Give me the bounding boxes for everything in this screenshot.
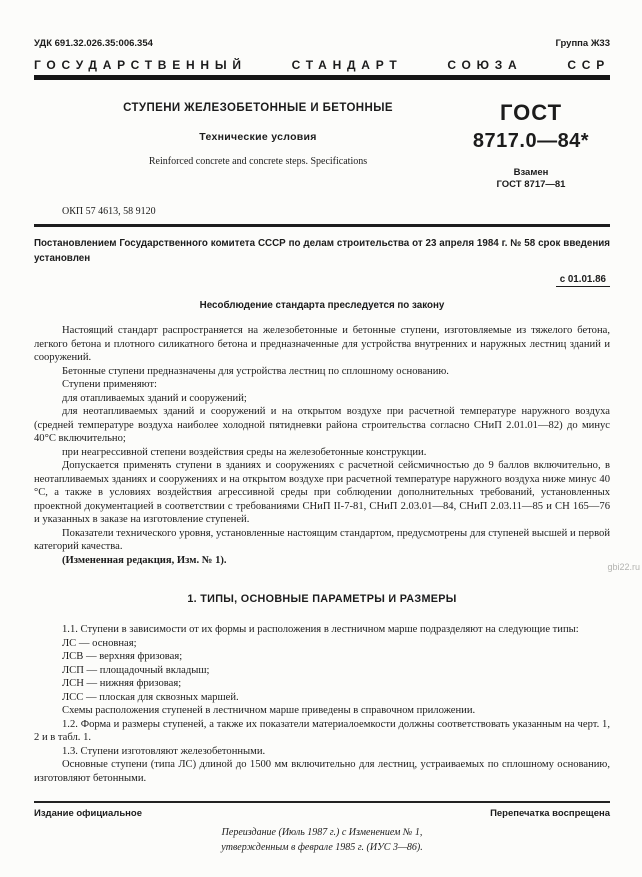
- document-title-ru: СТУПЕНИ ЖЕЛЕЗОБЕТОННЫЕ И БЕТОННЫЕ: [123, 102, 393, 114]
- reprint-prohibited-label: Перепечатка воспрещена: [490, 808, 610, 820]
- list-item: ЛСС — плоская для сквозных маршей.: [62, 691, 239, 703]
- okp-codes: ОКП 57 4613, 58 9120: [62, 205, 156, 217]
- site-watermark: gbi22.ru: [607, 562, 640, 572]
- page-content: [34, 38, 610, 855]
- replaces-number: ГОСТ 8717—81: [496, 179, 566, 191]
- state-standard-header: ГОСУДАРСТВЕННЫЙ СТАНДАРТ СОЮЗА ССР: [34, 58, 610, 72]
- effective-date: с 01.01.86: [556, 274, 610, 287]
- intro-section: [34, 324, 610, 567]
- paragraph: 1.1. Ступени в зависимости от их формы и расположения в лестничном марше подразделяют на следующие типы:: [62, 624, 579, 636]
- paragraph: при неагрессивной степени воздействия среды на железобетонные конструкции.: [62, 446, 427, 458]
- list-item: ЛС — основная;: [62, 637, 137, 649]
- header-rule: [34, 75, 610, 80]
- decree-paragraph: Постановлением Государственного комитета СССР по делам строительства от 23 апреля 1984 г. № 58 срок введения установлен: [34, 237, 610, 264]
- list-item: ЛСП — площадочный вкладыш;: [62, 664, 210, 676]
- gost-number-block: [452, 102, 610, 192]
- section1-heading: 1. ТИПЫ, ОСНОВНЫЕ ПАРАМЕТРЫ И РАЗМЕРЫ: [187, 593, 457, 606]
- replaces-label: Взамен: [513, 167, 549, 178]
- list-item: ЛСН — нижняя фризовая;: [62, 678, 182, 690]
- footer-rule: [34, 801, 610, 803]
- paragraph: для неотапливаемых зданий и сооружений и на открытом воздухе при расчетной температуре наружного воздуха (средней температуре воздуха наиболее холодной пятидневки района строительства согласно СНиП 2.01.01—82) до минус 40°С включительно;: [34, 406, 610, 445]
- document-subtitle-ru: Технические условия: [199, 131, 317, 143]
- footer-row: [34, 808, 610, 819]
- paragraph: Показатели технического уровня, установленные настоящим стандартом, предусмотрены для ступеней высшей и первой категорий качества.: [34, 527, 610, 553]
- document-title-en: Reinforced concrete and concrete steps. Specifications: [148, 156, 368, 167]
- paragraph: Бетонные ступени предназначены для устройства лестниц по сплошному основанию.: [62, 365, 449, 377]
- separator-rule: [34, 224, 610, 227]
- amendment-note: (Измененная редакция, Изм. № 1).: [62, 554, 227, 566]
- section1-body: [34, 623, 610, 785]
- udk-code: УДК 691.32.026.35:006.354: [34, 38, 153, 49]
- paragraph: 1.2. Форма и размеры ступеней, а также их показатели материалоемкости должны соответствовать указанным на черт. 1, 2 и в табл. 1.: [34, 718, 610, 744]
- paragraph: Ступени применяют:: [62, 379, 158, 391]
- paragraph: Основные ступени (типа ЛС) длиной до 1500 мм включительно для лестниц, устраиваемых по сплошному основанию, изготовляют бетонными.: [34, 759, 610, 784]
- paragraph: Допускается применять ступени в зданиях и сооружениях с расчетной сейсмичностью до 9 баллов включительно, в неотапливаемых зданиях и сооружениях и на открытом воздухе при расчетной температуре наружного воздуха ниже минус 40 °С, а также в условиях воздействия агрессивной среды при соблюдении дополнительных требований, установленных проектной документацией в соответствии с требованиями СНиП II-7-81, СНиП 2.03.01—84, СНиП 2.03.11—85 и СН 165—76 и указанных в заказе на изготовление ступеней.: [34, 460, 610, 526]
- effective-date-row: [34, 269, 610, 287]
- reissue-note: [34, 825, 610, 855]
- paragraph: для отапливаемых зданий и сооружений;: [62, 392, 247, 404]
- official-edition-label: Издание официальное: [34, 808, 142, 820]
- gost-number: 8717.0—84*: [472, 130, 590, 152]
- paragraph: Схемы расположения ступеней в лестничном марше приведены в справочном приложении.: [62, 705, 476, 717]
- title-block: [34, 102, 610, 192]
- gost-label: ГОСТ: [499, 100, 563, 125]
- title-left-column: [34, 102, 452, 192]
- paragraph: Настоящий стандарт распространяется на железобетонные и бетонные ступени, изготовляемые из тяжелого бетона, легкого бетона и плотного силикатного бетона и предназначенные для устройства внутренних и наружных лестниц зданий и сооружений.: [34, 325, 610, 364]
- list-item: ЛСВ — верхняя фризовая;: [62, 651, 183, 663]
- paragraph: 1.3. Ступени изготовляют железобетонными.: [62, 745, 266, 757]
- classification-row: [34, 38, 610, 49]
- group-code: Группа Ж33: [555, 38, 610, 49]
- reissue-line1: Переиздание (Июль 1987 г.) с Изменением № 1,: [221, 827, 423, 839]
- reissue-line2: утвержденным в феврале 1985 г. (ИУС 3—86).: [221, 842, 423, 854]
- law-notice: Несоблюдение стандарта преследуется по закону: [199, 300, 445, 312]
